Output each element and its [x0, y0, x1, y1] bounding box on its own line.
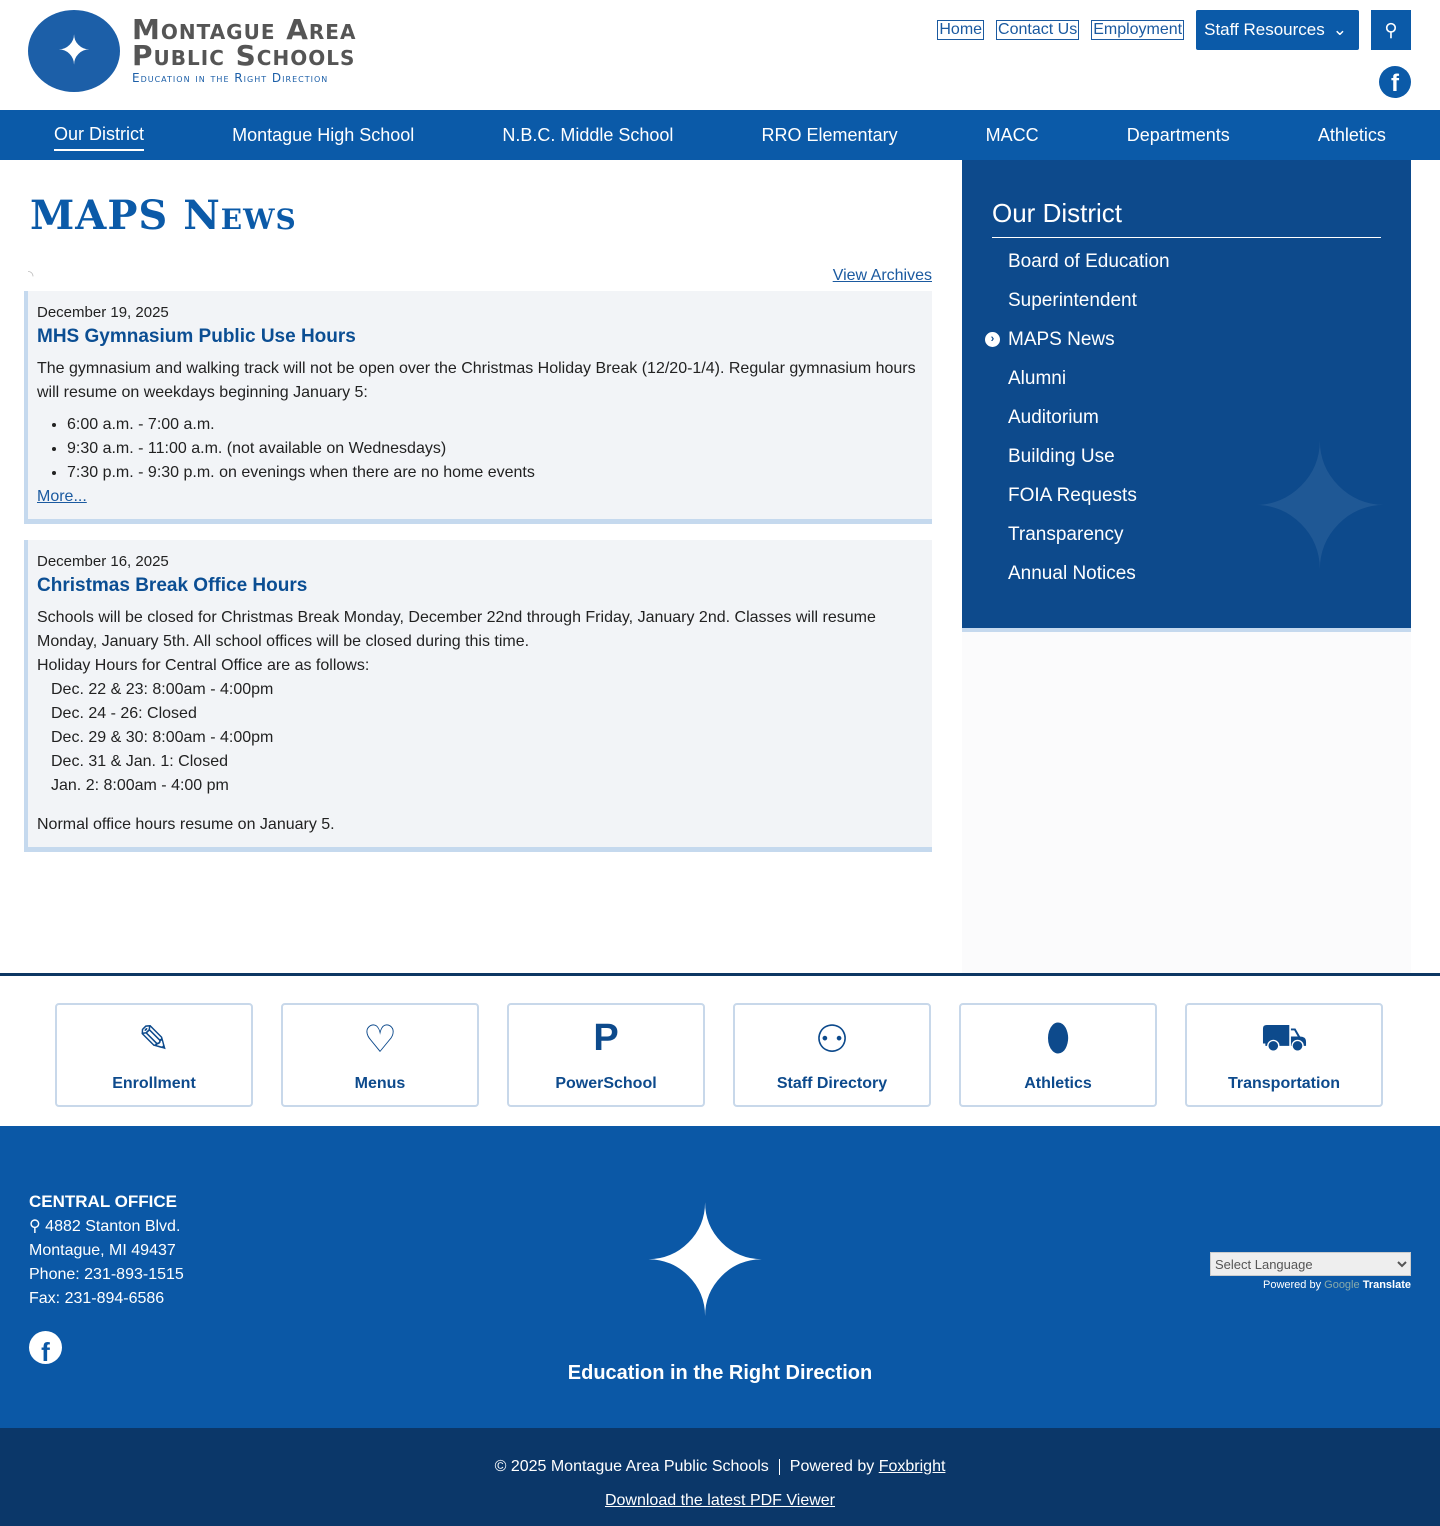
- sidebar-item-building-use[interactable]: Building Use: [1008, 446, 1115, 467]
- map-marker-icon: ⚲: [29, 1218, 41, 1235]
- nav-nbc-middle[interactable]: N.B.C. Middle School: [502, 124, 674, 145]
- list-item: • 6:00 a.m. - 7:00 a.m.: [67, 413, 920, 437]
- translate-label: Translate: [1362, 1279, 1411, 1291]
- sidebar-item-board[interactable]: Board of Education: [1008, 251, 1170, 272]
- nav-departments[interactable]: Departments: [1126, 124, 1230, 145]
- quicklink-label: PowerSchool: [555, 1075, 657, 1092]
- post-date: December 19, 2025: [37, 304, 169, 321]
- weathervane-logo-icon: ✦: [28, 10, 120, 92]
- facebook-icon[interactable]: f: [29, 1331, 62, 1364]
- home-link[interactable]: Home: [939, 21, 983, 38]
- nav-rro-elementary[interactable]: RRO Elementary: [761, 124, 898, 145]
- footer-tagline: Education in the Right Direction: [567, 1362, 873, 1384]
- quicklink-label: Staff Directory: [776, 1075, 888, 1092]
- sidebar: [962, 160, 1411, 973]
- quicklink-athletics[interactable]: [959, 1003, 1157, 1107]
- sidebar-item-annual-notices[interactable]: Annual Notices: [1008, 563, 1136, 584]
- quicklink-label: Transportation: [1227, 1075, 1340, 1092]
- nav-montague-high[interactable]: Montague High School: [232, 124, 415, 145]
- people-group-icon: ⚇: [814, 1019, 850, 1061]
- sidebar-item-superintendent[interactable]: Superintendent: [1008, 290, 1137, 311]
- google-translate: [1210, 1252, 1411, 1291]
- logo-tagline: Education in the Right Direction: [132, 71, 329, 85]
- staff-resources-button[interactable]: [1196, 10, 1359, 50]
- quicklink-staff-directory[interactable]: [733, 1003, 931, 1107]
- pdf-viewer-link[interactable]: Download the latest PDF Viewer: [604, 1492, 836, 1509]
- staff-resources-label: Staff Resources: [1204, 20, 1325, 39]
- address-line-2: Montague, MI 49437: [29, 1242, 176, 1259]
- utility-nav: [937, 10, 1411, 50]
- hours-line: Dec. 22 & 23: 8:00am - 4:00pm: [51, 681, 274, 698]
- powerschool-icon: P: [593, 1017, 619, 1059]
- sidebar-item-auditorium[interactable]: Auditorium: [1008, 407, 1099, 428]
- more-link[interactable]: More...: [37, 488, 87, 505]
- quicklink-label: Menus: [354, 1075, 406, 1092]
- hours-line: Jan. 2: 8:00am - 4:00 pm: [51, 777, 229, 794]
- powered-by-label: Powered by: [1262, 1279, 1322, 1291]
- fax: Fax: 231-894-6586: [29, 1290, 165, 1307]
- chevron-down-icon: ⌄: [1332, 20, 1347, 39]
- hours-line: Dec. 29 & 30: 8:00am - 4:00pm: [51, 729, 274, 746]
- football-icon: ⬮: [1046, 1017, 1070, 1059]
- sidebar-item-maps-news[interactable]: [992, 320, 1381, 359]
- quicklink-powerschool[interactable]: [507, 1003, 705, 1107]
- hours-line: Dec. 24 - 26: Closed: [51, 705, 197, 722]
- news-post: [24, 291, 932, 524]
- sidebar-item-transparency[interactable]: Transparency: [1008, 524, 1124, 545]
- header: [0, 0, 1440, 110]
- phone: Phone: 231-893-1515: [29, 1266, 184, 1283]
- address-line-1: 4882 Stanton Blvd.: [45, 1218, 181, 1235]
- apple-icon: ♡: [362, 1019, 398, 1061]
- rss-icon[interactable]: ◝: [28, 267, 34, 283]
- quicklink-enrollment[interactable]: [55, 1003, 253, 1107]
- foxbright-link[interactable]: Foxbright: [878, 1458, 946, 1475]
- post-intro: Holiday Hours for Central Office are as follows:: [37, 657, 370, 674]
- nav-athletics[interactable]: Athletics: [1317, 124, 1386, 145]
- quicklink-label: Athletics: [1024, 1075, 1092, 1092]
- logo-line-2: Public Schools: [132, 39, 356, 72]
- weathervane-logo-icon: ✦: [642, 1178, 768, 1346]
- chevron-right-circle-icon: ›: [985, 332, 1000, 347]
- quick-links: [55, 1003, 1383, 1107]
- google-logo: Google: [1324, 1279, 1360, 1291]
- edit-document-icon: ✎: [138, 1019, 170, 1061]
- list-item: • 9:30 a.m. - 11:00 a.m. (not available on Wednesdays): [67, 437, 920, 461]
- quicklink-transportation[interactable]: [1185, 1003, 1383, 1107]
- employment-link[interactable]: Employment: [1093, 21, 1183, 38]
- main-nav: [0, 110, 1440, 160]
- sidebar-item-label: MAPS News: [1008, 329, 1115, 350]
- main-content: [0, 160, 960, 852]
- news-post: [24, 540, 932, 852]
- view-archives-link[interactable]: View Archives: [832, 267, 932, 284]
- quicklink-label: Enrollment: [112, 1075, 196, 1092]
- nav-our-district[interactable]: Our District: [54, 120, 144, 151]
- office-title: CENTRAL OFFICE: [29, 1192, 177, 1211]
- quicklink-menus[interactable]: [281, 1003, 479, 1107]
- logo-line-1: Montague Area: [132, 13, 357, 46]
- divider: [0, 973, 1440, 976]
- search-button[interactable]: [1371, 10, 1411, 50]
- powered-by: Powered by: [789, 1458, 875, 1475]
- post-closing: Normal office hours resume on January 5.: [37, 816, 335, 833]
- contact-link[interactable]: Contact Us: [998, 21, 1078, 38]
- weathervane-watermark-icon: ✦: [1248, 414, 1391, 604]
- bus-icon: ⛟: [1260, 1017, 1308, 1059]
- footer: [0, 1126, 1440, 1428]
- language-select[interactable]: [1210, 1252, 1411, 1276]
- bottom-bar: [0, 1428, 1440, 1526]
- post-body: Schools will be closed for Christmas Break Monday, December 22nd through Friday, January 2nd. Classes will resume Monday, January 5th. All school offices will be closed during this time.: [37, 609, 876, 650]
- sidebar-title[interactable]: Our District: [992, 198, 1381, 238]
- post-title[interactable]: MHS Gymnasium Public Use Hours: [37, 326, 356, 347]
- district-logo[interactable]: [28, 10, 356, 92]
- copyright: © 2025 Montague Area Public Schools: [494, 1458, 769, 1475]
- post-title[interactable]: Christmas Break Office Hours: [37, 575, 308, 596]
- facebook-icon[interactable]: f: [1379, 66, 1411, 98]
- post-body: The gymnasium and walking track will not be open over the Christmas Holiday Break (12/20-1/4). Regular gymnasium hours will resume on weekdays beginning January 5:: [37, 360, 916, 401]
- sidebar-item-foia[interactable]: FOIA Requests: [1008, 485, 1137, 506]
- nav-macc[interactable]: MACC: [985, 124, 1039, 145]
- search-icon: ⚲: [1384, 19, 1398, 40]
- post-date: December 16, 2025: [37, 553, 169, 570]
- list-item: • 7:30 p.m. - 9:30 p.m. on evenings when there are no home events: [67, 461, 920, 485]
- page-title: MAPS News: [30, 192, 297, 239]
- sidebar-item-alumni[interactable]: Alumni: [1008, 368, 1067, 389]
- hours-line: Dec. 31 & Jan. 1: Closed: [51, 753, 228, 770]
